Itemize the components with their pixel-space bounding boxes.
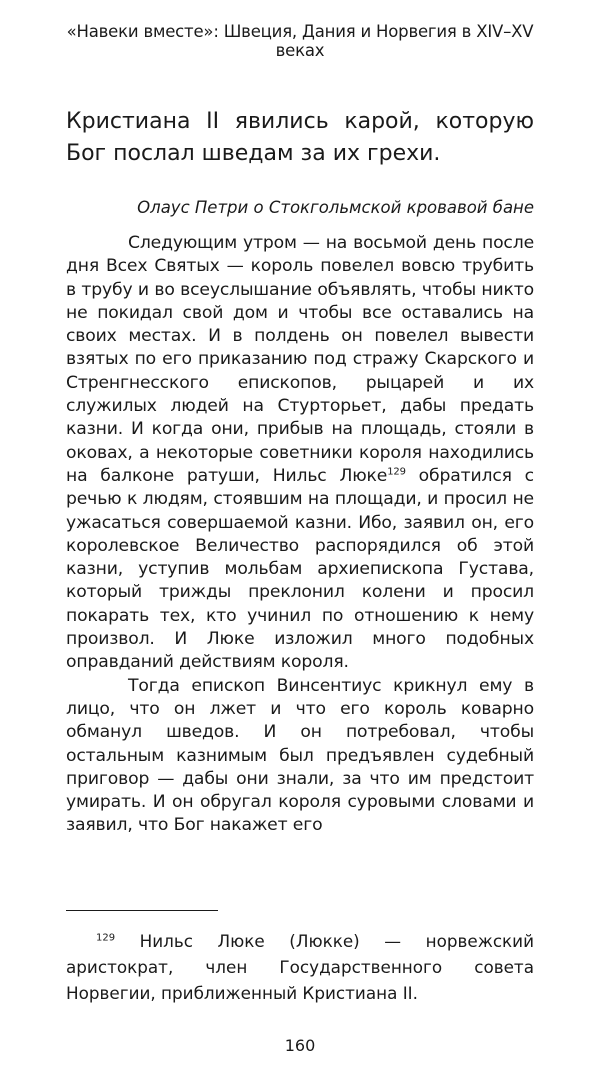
section-subtitle: Олаус Петри о Стокгольмской кровавой бане: [137, 198, 534, 217]
lead-paragraph: Кристиана II явились карой, которую Бог послал шведам за их грехи.: [66, 109, 534, 166]
footnote-text: Нильс Люке (Люкке) — норвежский аристократ, член Государственного совета Норвегии, приближенный Кристиана II.: [66, 931, 534, 1003]
running-header: «Навеки вместе»: Швеция, Дания и Норвегия в XIV–XV веках: [66, 22, 534, 60]
footnote: [66, 928, 534, 1006]
quoted-text: [66, 232, 534, 838]
quote-paragraph-1: [66, 232, 534, 675]
paragraph-text: обратился с речью к людям, стоявшим на площади, и просил не ужасаться совершаемой казни. Ибо, заявил он, его королевское Величество распорядился об этой казни, уступив мольбам архиепископа Густава, который трижды преклонил колени и просил покарать тех, кто учинил по отношению к нему произвол. И Люке изложил много подобных оправданий действиям короля.: [66, 465, 534, 673]
page-number: 160: [284, 1036, 316, 1055]
footnote-number: 129: [96, 932, 116, 944]
quote-paragraph-2: Тогда епископ Винсентиус крикнул ему в лицо, что он лжет и что его король коварно обманул шведов. И он потребовал, чтобы остальным казнимым был предъявлен судебный приговор — дабы они знали, за что им предстоит умирать. И он обругал короля суровыми словами и заявил, что Бог накажет его: [66, 675, 534, 836]
footnote-reference: 129: [387, 466, 406, 478]
footnote-divider: [66, 910, 218, 911]
paragraph-text: Следующим утром — на восьмой день после дня Всех Святых — король повелел вовсю трубить в трубу и во всеуслышание объявлять, чтобы никто не покидал свой дом и чтобы все оставались на своих местах. И в полдень он повелел вывести взятых по его приказанию под стражу Скарского и Стренгнесского епископов, рыцарей и их служилых людей на Стурторьет, дабы предать казни. И когда они, прибыв на площадь, стояли в оковах, а некоторые советники короля находились на балконе ратуши, Нильс Люке: [66, 233, 534, 486]
